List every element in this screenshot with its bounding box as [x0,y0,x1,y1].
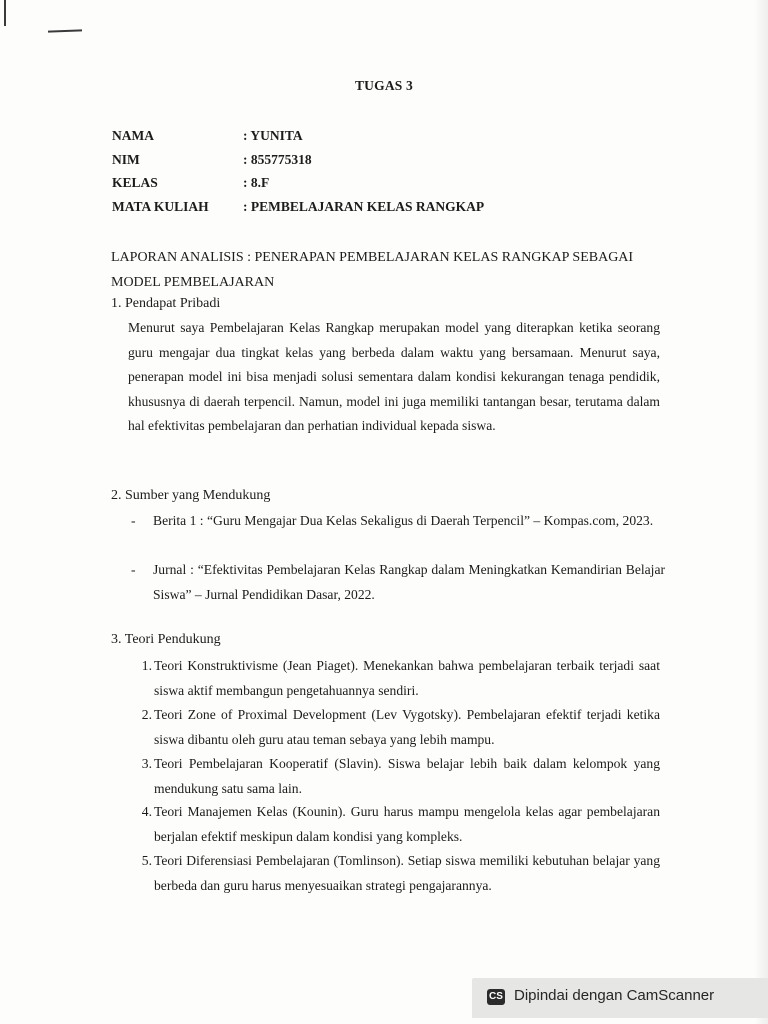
list-item-text: Teori Manajemen Kelas (Kounin). Guru harus mampu mengelola kelas agar pembelajaran berjalan efektif meskipun dalam kondisi yang kompleks. [154,804,660,844]
info-value: : 8.F [243,175,270,190]
section-heading-teori: 3. Teori Pendukung [111,632,221,647]
info-label: NIM [112,151,140,167]
watermark-text: Dipindai dengan CamScanner [514,987,715,1004]
info-value: : PEMBELAJARAN KELAS RANGKAP [243,198,485,214]
list-item-text: Teori Zone of Proximal Development (Lev Vygotsky). Pembelajaran efektif terjadi ketika siswa dibantu oleh guru atau teman sebaya yang lebih mampu. [154,707,660,747]
page-edge-shadow [754,0,768,1024]
camscanner-watermark [472,978,768,1018]
info-row-nim [112,152,484,176]
list-item-text: Teori Konstruktivisme (Jean Piaget). Menekankan bahwa pembelajaran terbaik terjadi saat siswa aktif membangun pengetahuannya sendiri. [154,658,660,698]
list-number: 4. [141,804,152,819]
list-number: 2. [141,707,152,722]
scan-edge-mark [48,29,82,32]
list-number: 5. [141,853,152,868]
list-item-text: Jurnal : “Efektivitas Pembelajaran Kelas Rangkap dalam Meningkatkan Kemandirian Belajar Siswa” – Jurnal Pendidikan Dasar, 2022. [153,562,665,602]
info-value: : YUNITA [243,128,303,143]
report-title: LAPORAN ANALISIS : PENERAPAN PEMBELAJARAN KELAS RANGKAP SEBAGAI MODEL PEMBELAJARAN [111,250,634,290]
info-row-mata-kuliah [112,199,484,223]
list-number: 1. [141,658,152,673]
list-number: 3. [141,756,152,771]
bullet-marker: - [131,513,136,528]
scan-edge-mark [4,0,6,26]
section-heading-sumber: 2. Sumber yang Mendukung [111,488,271,503]
student-info-block [112,128,484,222]
bullet-marker: - [131,562,136,577]
info-label: KELAS [112,175,158,190]
list-item-text: Berita 1 : “Guru Mengajar Dua Kelas Sekaligus di Daerah Terpencil” – Kompas.com, 2023. [153,513,654,528]
list-item-text: Teori Pembelajaran Kooperatif (Slavin). Siswa belajar lebih baik dalam kelompok yang mendukung satu sama lain. [154,756,660,796]
camscanner-logo-icon: CS [487,989,505,1005]
document-title: TUGAS 3 [354,78,414,93]
info-row-kelas [112,175,484,199]
info-label: MATA KULIAH [112,198,209,214]
info-value: : 855775318 [243,151,312,167]
info-row-nama [112,128,484,152]
list-item-text: Teori Diferensiasi Pembelajaran (Tomlinson). Setiap siswa memiliki kebutuhan belajar yang berbeda dan guru harus menyesuaikan strategi pengajarannya. [154,853,660,893]
info-label: NAMA [112,128,154,143]
section-heading-pendapat-pribadi: 1. Pendapat Pribadi [111,296,221,311]
section-paragraph: Menurut saya Pembelajaran Kelas Rangkap merupakan model yang diterapkan ketika seorang guru mengajar dua tingkat kelas yang berbeda dalam waktu yang bersamaan. Menurut saya, penerapan model ini bisa menjadi solusi sementara dalam kondisi kekurangan tenaga pendidik, khususnya di daerah terpencil. Namun, model ini juga memiliki tantangan besar, terutama dalam hal efektivitas pembelajaran dan perhatian individual kepada siswa. [128,320,660,434]
